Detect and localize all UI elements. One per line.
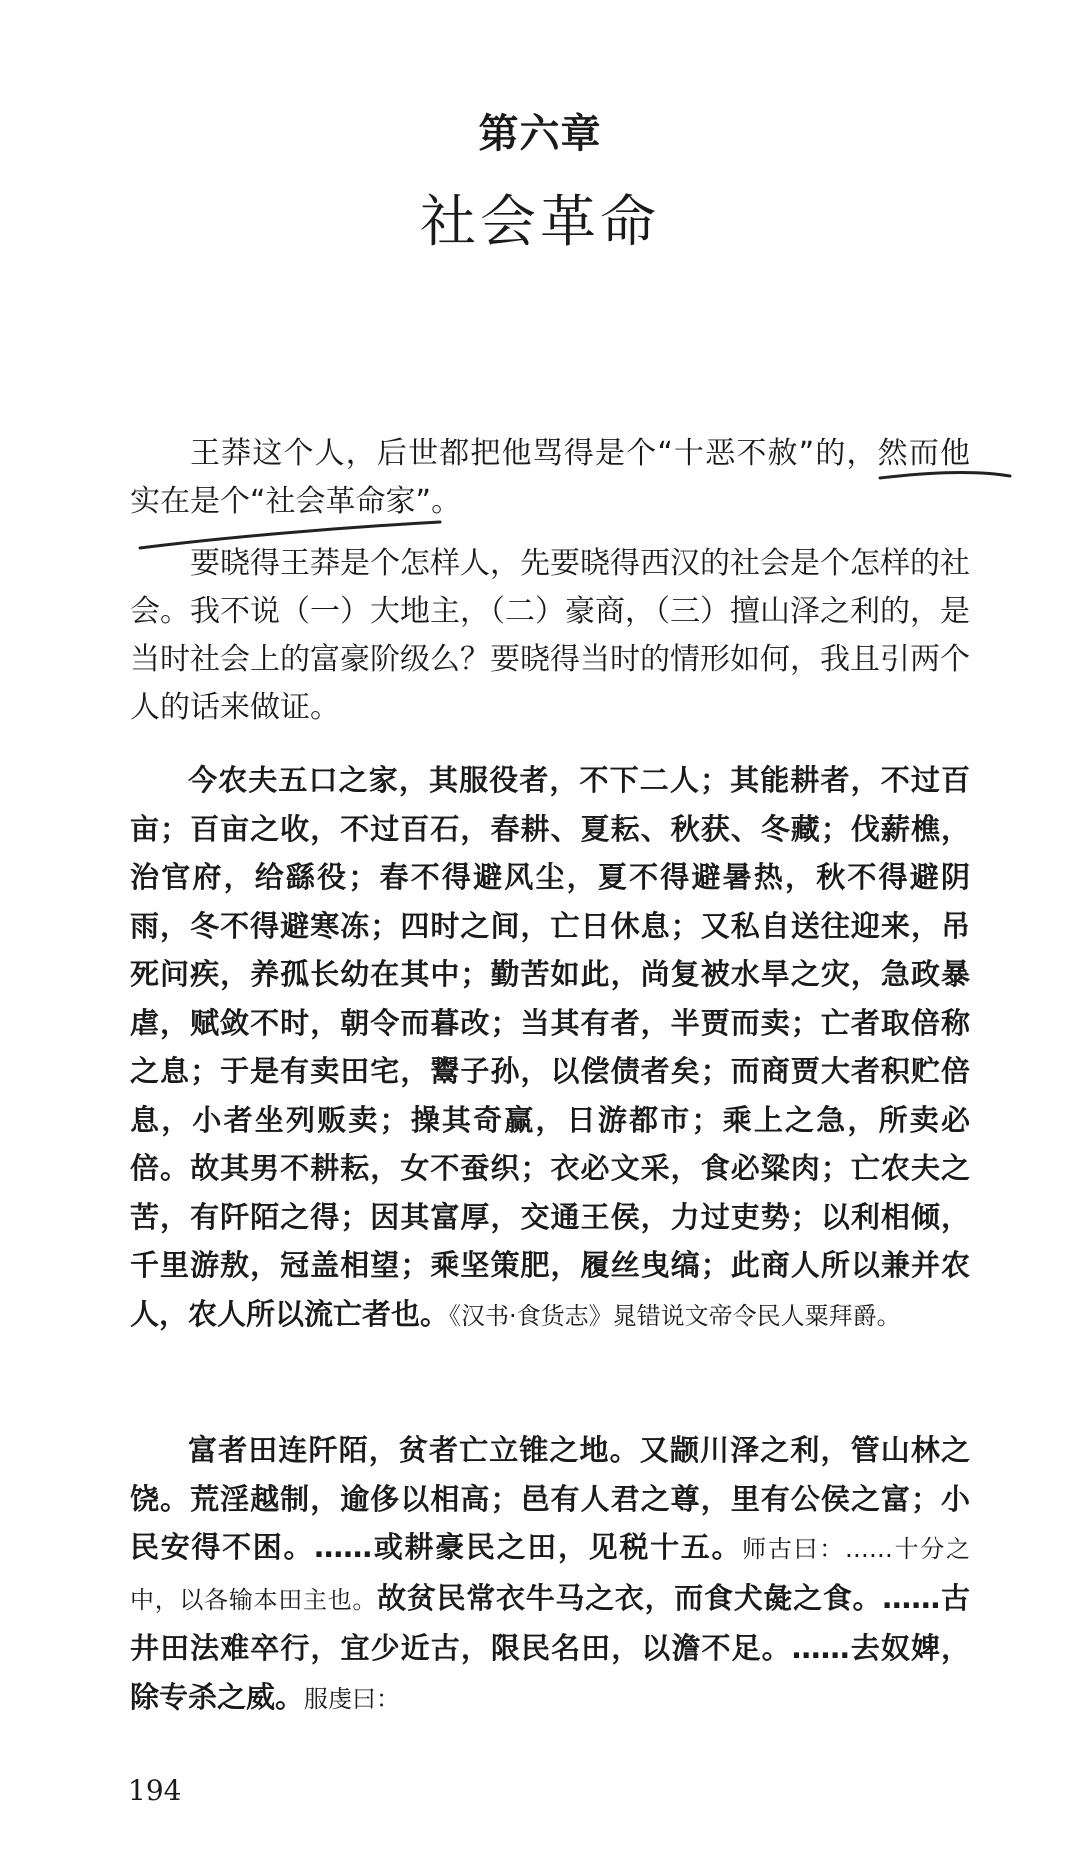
commentary-note: 服虔曰： (304, 1684, 401, 1713)
quotation-text-part2: 故贫民常衣牛马之衣，而食犬彘之食。……古井田法难卒行，宜少近古，限民名田，以澹不足。……去奴婢，除专杀之威。 (130, 1580, 970, 1714)
quotation-text-part1: 富者田连阡陌，贫者亡立锥之地。又颛川泽之利，管山林之饶。荒淫越制，逾侈以相高；邑有人君之尊，里有公侯之富；小民安得不困。……或耕豪民之田，见税十五。 (130, 1433, 970, 1564)
paragraph-text: 王莽这个人，后世都把他骂得是个“十恶不赦”的，然而他实在是个“社会革命家”。 (130, 436, 970, 519)
commentary-note: 师古曰：……十分之中，以各输本田主也。 (130, 1535, 970, 1614)
intro-paragraph (130, 430, 970, 526)
quotation-chao-cuo (130, 756, 970, 1340)
page-number: 194 (128, 1774, 182, 1807)
quotation-dong-zhongshu (130, 1426, 970, 1723)
paragraph-text: 要晓得王莽是个怎样人，先要晓得西汉的社会是个怎样的社会。我不说（一）大地主，（二）豪商，（三）擅山泽之利的，是当时社会上的富豪阶级么？要晓得当时的情形如何，我且引两个人的话来做证。 (130, 546, 970, 725)
context-paragraph (130, 540, 970, 732)
quotation-text: 今农夫五口之家，其服役者，不下二人；其能耕者，不过百亩；百亩之收，不过百石，春耕、夏耘、秋获、冬藏；伐薪樵，治官府，给繇役；春不得避风尘，夏不得避暑热，秋不得避阴雨，冬不得避寒冻；四时之间，亡日休息；又私自送往迎来，吊死问疾，养孤长幼在其中；勤苦如此，尚复被水旱之灾，急政暴虐，赋敛不时，朝令而暮改；当其有者，半贾而卖；亡者取倍称之息；于是有卖田宅，鬻子孙，以偿债者矣；而商贾大者积贮倍息，小者坐列贩卖；操其奇赢，日游都市；乘上之急，所卖必倍。故其男不耕耘，女不蚕织；衣必文采，食必粱肉；亡农夫之苦，有阡陌之得；因其富厚，交通王侯，力过吏势；以利相倾，千里游敖，冠盖相望；乘坚策肥，履丝曳缟；此商人所以兼并农人，农人所以流亡者也。 (130, 763, 970, 1331)
chapter-title: 社会革命 (420, 190, 660, 255)
quotation-source: 《汉书·食货志》晁错说文帝令民人粟拜爵。 (449, 1301, 901, 1330)
chapter-number: 第六章 (478, 110, 602, 157)
